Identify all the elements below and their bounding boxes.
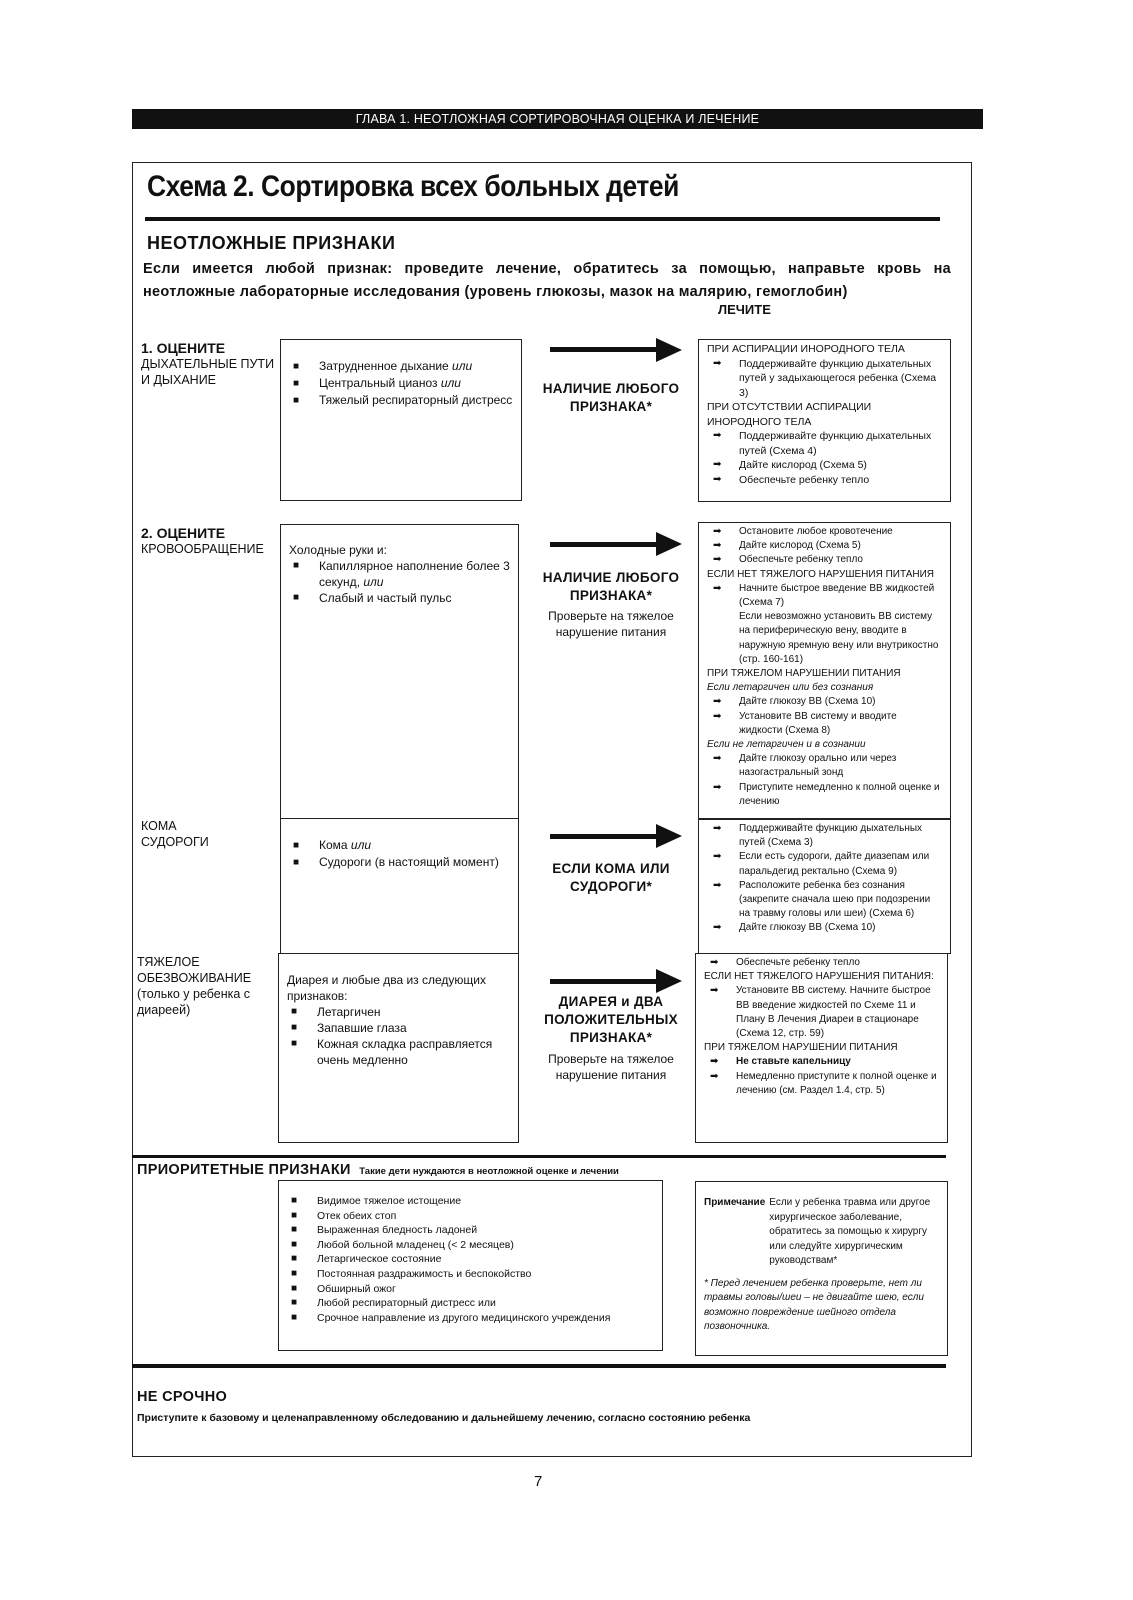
priority-signs-box bbox=[278, 1180, 663, 1351]
row4-arrowhead-icon bbox=[656, 969, 682, 993]
note-footnote: * Перед лечением ребенка проверьте, нет ли травмы головы/шеи – не двигайте шею, если возможно повреждение шейного отдела позвоночника. bbox=[704, 1277, 924, 1332]
treat-item: ➡ Расположите ребенка без сознания (закрепите сначала шею при подозрении на травму головы или шеи) (Схема 6) bbox=[707, 879, 942, 922]
row4-label bbox=[137, 954, 251, 1018]
sign-item: ■ Капиллярное наполнение более 3 секунд, или bbox=[289, 558, 510, 590]
row4-signs-intro: Диарея и любые два из следующих признаков: bbox=[287, 973, 487, 1003]
note-row bbox=[704, 1196, 939, 1269]
row1-signs-list bbox=[289, 358, 513, 409]
priority-list bbox=[287, 1194, 654, 1325]
treat-item: ➡ Дайте кислород (Схема 5) bbox=[707, 458, 942, 473]
priority-item: ■ Постоянная раздражимость и беспокойство bbox=[287, 1267, 654, 1282]
row4-signs-list bbox=[287, 1004, 510, 1068]
emergency-intro: Если имеется любой признак: проведите лечение, обратитесь за помощью, направьте кровь на неотложные лабораторные исследования (уровень глюкозы, мазок на малярию, гемоглобин) bbox=[143, 261, 951, 300]
row2-arrow-note: Проверьте на тяжелое нарушение питания bbox=[548, 609, 674, 639]
priority-item: ■ Видимое тяжелое истощение bbox=[287, 1194, 654, 1209]
priority-header bbox=[137, 1161, 619, 1179]
row2-signs-box bbox=[280, 524, 519, 819]
row1-arrow-label: НАЛИЧИЕ ЛЮБОГО ПРИЗНАКА* bbox=[542, 381, 680, 414]
row3-label-line: СУДОРОГИ bbox=[141, 835, 209, 849]
treat-list bbox=[707, 525, 942, 568]
treat-item: ➡ Немедленно приступите к полной оценке и лечению (см. Раздел 1.4, стр. 5) bbox=[704, 1070, 939, 1098]
sign-item: ■ Затрудненное дыхание или bbox=[289, 358, 513, 375]
treat-condition: Если летаргичен или без сознания bbox=[707, 682, 874, 694]
row3-arrow-label: ЕСЛИ КОМА ИЛИ СУДОРОГИ* bbox=[552, 861, 670, 894]
treat-heading: ЕСЛИ НЕТ ТЯЖЕЛОГО НАРУШЕНИЯ ПИТАНИЯ bbox=[707, 568, 935, 580]
row2-label bbox=[141, 525, 264, 557]
treat-list bbox=[707, 822, 942, 936]
treat-heading: ПРИ АСПИРАЦИИ ИНОРОДНОГО ТЕЛА bbox=[707, 343, 905, 355]
not-urgent-text: Приступите к базовому и целенаправленному обследованию и дальнейшему лечению, согласно состоянию ребенка bbox=[137, 1412, 751, 1424]
row2-signs-list bbox=[289, 558, 510, 606]
sign-item: ■ Слабый и частый пульс bbox=[289, 590, 510, 606]
note-text: Если у ребенка травма или другое хирургическое заболевание, обратитесь за помощью к хирургу или следуйте хирургическим руководствам* bbox=[769, 1197, 931, 1266]
title-rule bbox=[145, 217, 940, 221]
treat-list bbox=[707, 582, 942, 610]
row2-label-line: КРОВООБРАЩЕНИЕ bbox=[141, 542, 264, 556]
sign-item: ■ Центральный цианоз или bbox=[289, 375, 513, 392]
row4-arrow-icon bbox=[550, 979, 660, 984]
treat-heading: ЕСЛИ НЕТ ТЯЖЕЛОГО НАРУШЕНИЯ ПИТАНИЯ: bbox=[704, 971, 934, 983]
row4-arrow-note: Проверьте на тяжелое нарушение питания bbox=[548, 1052, 674, 1082]
row1-label-line: ДЫХАТЕЛЬНЫЕ ПУТИ bbox=[141, 357, 275, 371]
row2-arrowhead-icon bbox=[656, 532, 682, 556]
row4-treat-box bbox=[695, 953, 948, 1143]
row4-label-line: (только у ребенка с bbox=[137, 987, 251, 1001]
treat-list bbox=[704, 1055, 939, 1098]
treat-label: ЛЕЧИТЕ bbox=[718, 302, 771, 317]
treat-item: ➡ Обеспечьте ребенку тепло bbox=[704, 956, 939, 970]
sign-item: ■ Кожная складка расправляется очень медленно bbox=[287, 1036, 510, 1068]
treat-heading: ПРИ ТЯЖЕЛОМ НАРУШЕНИИ ПИТАНИЯ bbox=[704, 1042, 898, 1054]
page-number: 7 bbox=[534, 1473, 543, 1490]
priority-item: ■ Обширный ожог bbox=[287, 1282, 654, 1297]
treat-item: ➡ Обеспечьте ребенку тепло bbox=[707, 553, 942, 567]
not-urgent-rule bbox=[132, 1364, 946, 1368]
priority-item: ■ Выраженная бледность ладоней bbox=[287, 1223, 654, 1238]
row1-arrow-icon bbox=[550, 347, 660, 352]
sign-item: ■ Запавшие глаза bbox=[287, 1020, 510, 1036]
row2-treat-box bbox=[698, 522, 951, 819]
row1-label-head: 1. ОЦЕНИТЕ bbox=[141, 340, 226, 356]
treat-item: ➡ Установите ВВ систему. Начните быстрое ВВ введение жидкостей по Схеме 11 и Плану В Лечения Диареи в стационаре (Схема 12, стр. 59) bbox=[704, 984, 939, 1041]
treat-list bbox=[704, 956, 939, 970]
row3-arrow-icon bbox=[550, 834, 660, 839]
treat-item: ➡ Установите ВВ систему и вводите жидкости (Схема 8) bbox=[707, 710, 942, 738]
treat-list bbox=[707, 429, 942, 487]
row4-arrow-label: ДИАРЕЯ и ДВА ПОЛОЖИТЕЛЬНЫХ ПРИЗНАКА* bbox=[544, 994, 678, 1045]
row2-arrow-icon bbox=[550, 542, 660, 547]
treat-item: ➡ Не ставьте капельницу bbox=[704, 1055, 939, 1069]
treat-item: ➡ Если есть судороги, дайте диазепам или паральдегид ректально (Схема 9) bbox=[707, 850, 942, 878]
treat-heading: ПРИ ОТСУТСТВИИ АСПИРАЦИИ ИНОРОДНОГО ТЕЛА bbox=[707, 401, 872, 428]
treat-item: ➡ Обеспечьте ребенку тепло bbox=[707, 473, 942, 488]
sign-item: ■ Летаргичен bbox=[287, 1004, 510, 1020]
row2-arrow-label: НАЛИЧИЕ ЛЮБОГО ПРИЗНАКА* bbox=[542, 570, 680, 603]
row1-arrowhead-icon bbox=[656, 338, 682, 362]
row3-label bbox=[141, 818, 209, 850]
treat-item: ➡ Дайте глюкозу орально или через назогастральный зонд bbox=[707, 752, 942, 780]
note-label: Примечание bbox=[704, 1197, 766, 1208]
treat-list bbox=[707, 357, 942, 401]
row2-label-head: 2. ОЦЕНИТЕ bbox=[141, 525, 226, 541]
row1-signs-box bbox=[280, 339, 522, 501]
chapter-header: ГЛАВА 1. НЕОТЛОЖНАЯ СОРТИРОВОЧНАЯ ОЦЕНКА И ЛЕЧЕНИЕ bbox=[132, 109, 983, 129]
treat-condition: Если не летаргичен и в сознании bbox=[707, 739, 866, 751]
priority-item: ■ Отек обеих стоп bbox=[287, 1209, 654, 1224]
sign-item: ■ Кома или bbox=[289, 837, 510, 854]
treat-item: ➡ Дайте глюкозу ВВ (Схема 10) bbox=[707, 921, 942, 935]
sign-item: ■ Судороги (в настоящий момент) bbox=[289, 854, 510, 871]
sign-item: ■ Тяжелый респираторный дистресс bbox=[289, 392, 513, 409]
treat-item: ➡ Поддерживайте функцию дыхательных путей (Схема 3) bbox=[707, 822, 942, 850]
treat-item: ➡ Поддерживайте функцию дыхательных путей (Схема 4) bbox=[707, 429, 942, 458]
treat-item: ➡ Приступите немедленно к полной оценке и лечению bbox=[707, 781, 942, 809]
treat-item: ➡ Дайте кислород (Схема 5) bbox=[707, 539, 942, 553]
row3-label-line: КОМА bbox=[141, 819, 177, 833]
treat-list bbox=[707, 695, 942, 738]
row3-arrowhead-icon bbox=[656, 824, 682, 848]
row3-treat-box bbox=[698, 819, 951, 954]
treat-paragraph: Если невозможно установить ВВ систему на периферическую вену, вводите в наружную яремную вену или внутрикостно (стр. 160-161) bbox=[739, 611, 939, 665]
row2-signs-intro: Холодные руки и: bbox=[289, 543, 387, 557]
treat-list bbox=[704, 984, 939, 1041]
treat-list bbox=[707, 752, 942, 809]
priority-heading: ПРИОРИТЕТНЫЕ ПРИЗНАКИ bbox=[137, 1162, 351, 1178]
priority-item: ■ Любой больной младенец (< 2 месяцев) bbox=[287, 1238, 654, 1253]
row4-label-line: ТЯЖЕЛОЕ bbox=[137, 955, 200, 969]
row3-signs-list bbox=[289, 837, 510, 871]
priority-rule bbox=[132, 1155, 946, 1158]
treat-item: ➡ Дайте глюкозу ВВ (Схема 10) bbox=[707, 695, 942, 709]
priority-item: ■ Срочное направление из другого медицинского учреждения bbox=[287, 1311, 654, 1326]
treat-item: ➡ Поддерживайте функцию дыхательных путей у задыхающегося ребенка (Схема 3) bbox=[707, 357, 942, 401]
row1-treat-box bbox=[698, 339, 951, 502]
row1-label bbox=[141, 340, 274, 388]
emergency-heading: НЕОТЛОЖНЫЕ ПРИЗНАКИ bbox=[147, 233, 396, 253]
priority-note-box bbox=[695, 1181, 948, 1356]
priority-item: ■ Летаргическое состояние bbox=[287, 1252, 654, 1267]
row1-label-line: И ДЫХАНИЕ bbox=[141, 373, 217, 387]
row3-signs-box bbox=[280, 818, 519, 954]
row4-label-line: ОБЕЗВОЖИВАНИЕ bbox=[137, 971, 252, 985]
page-title: Схема 2. Сортировка всех больных детей bbox=[147, 170, 679, 203]
row4-signs-box bbox=[278, 953, 519, 1143]
priority-item: ■ Любой респираторный дистресс или bbox=[287, 1296, 654, 1311]
treat-item: ➡ Остановите любое кровотечение bbox=[707, 525, 942, 539]
not-urgent-heading: НЕ СРОЧНО bbox=[137, 1389, 228, 1405]
priority-subheading: Такие дети нуждаются в неотложной оценке и лечении bbox=[359, 1166, 619, 1177]
treat-heading: ПРИ ТЯЖЕЛОМ НАРУШЕНИИ ПИТАНИЯ bbox=[707, 668, 901, 680]
treat-item: ➡ Начните быстрое введение ВВ жидкостей (Схема 7) bbox=[707, 582, 942, 610]
row4-label-line: диареей) bbox=[137, 1003, 191, 1017]
